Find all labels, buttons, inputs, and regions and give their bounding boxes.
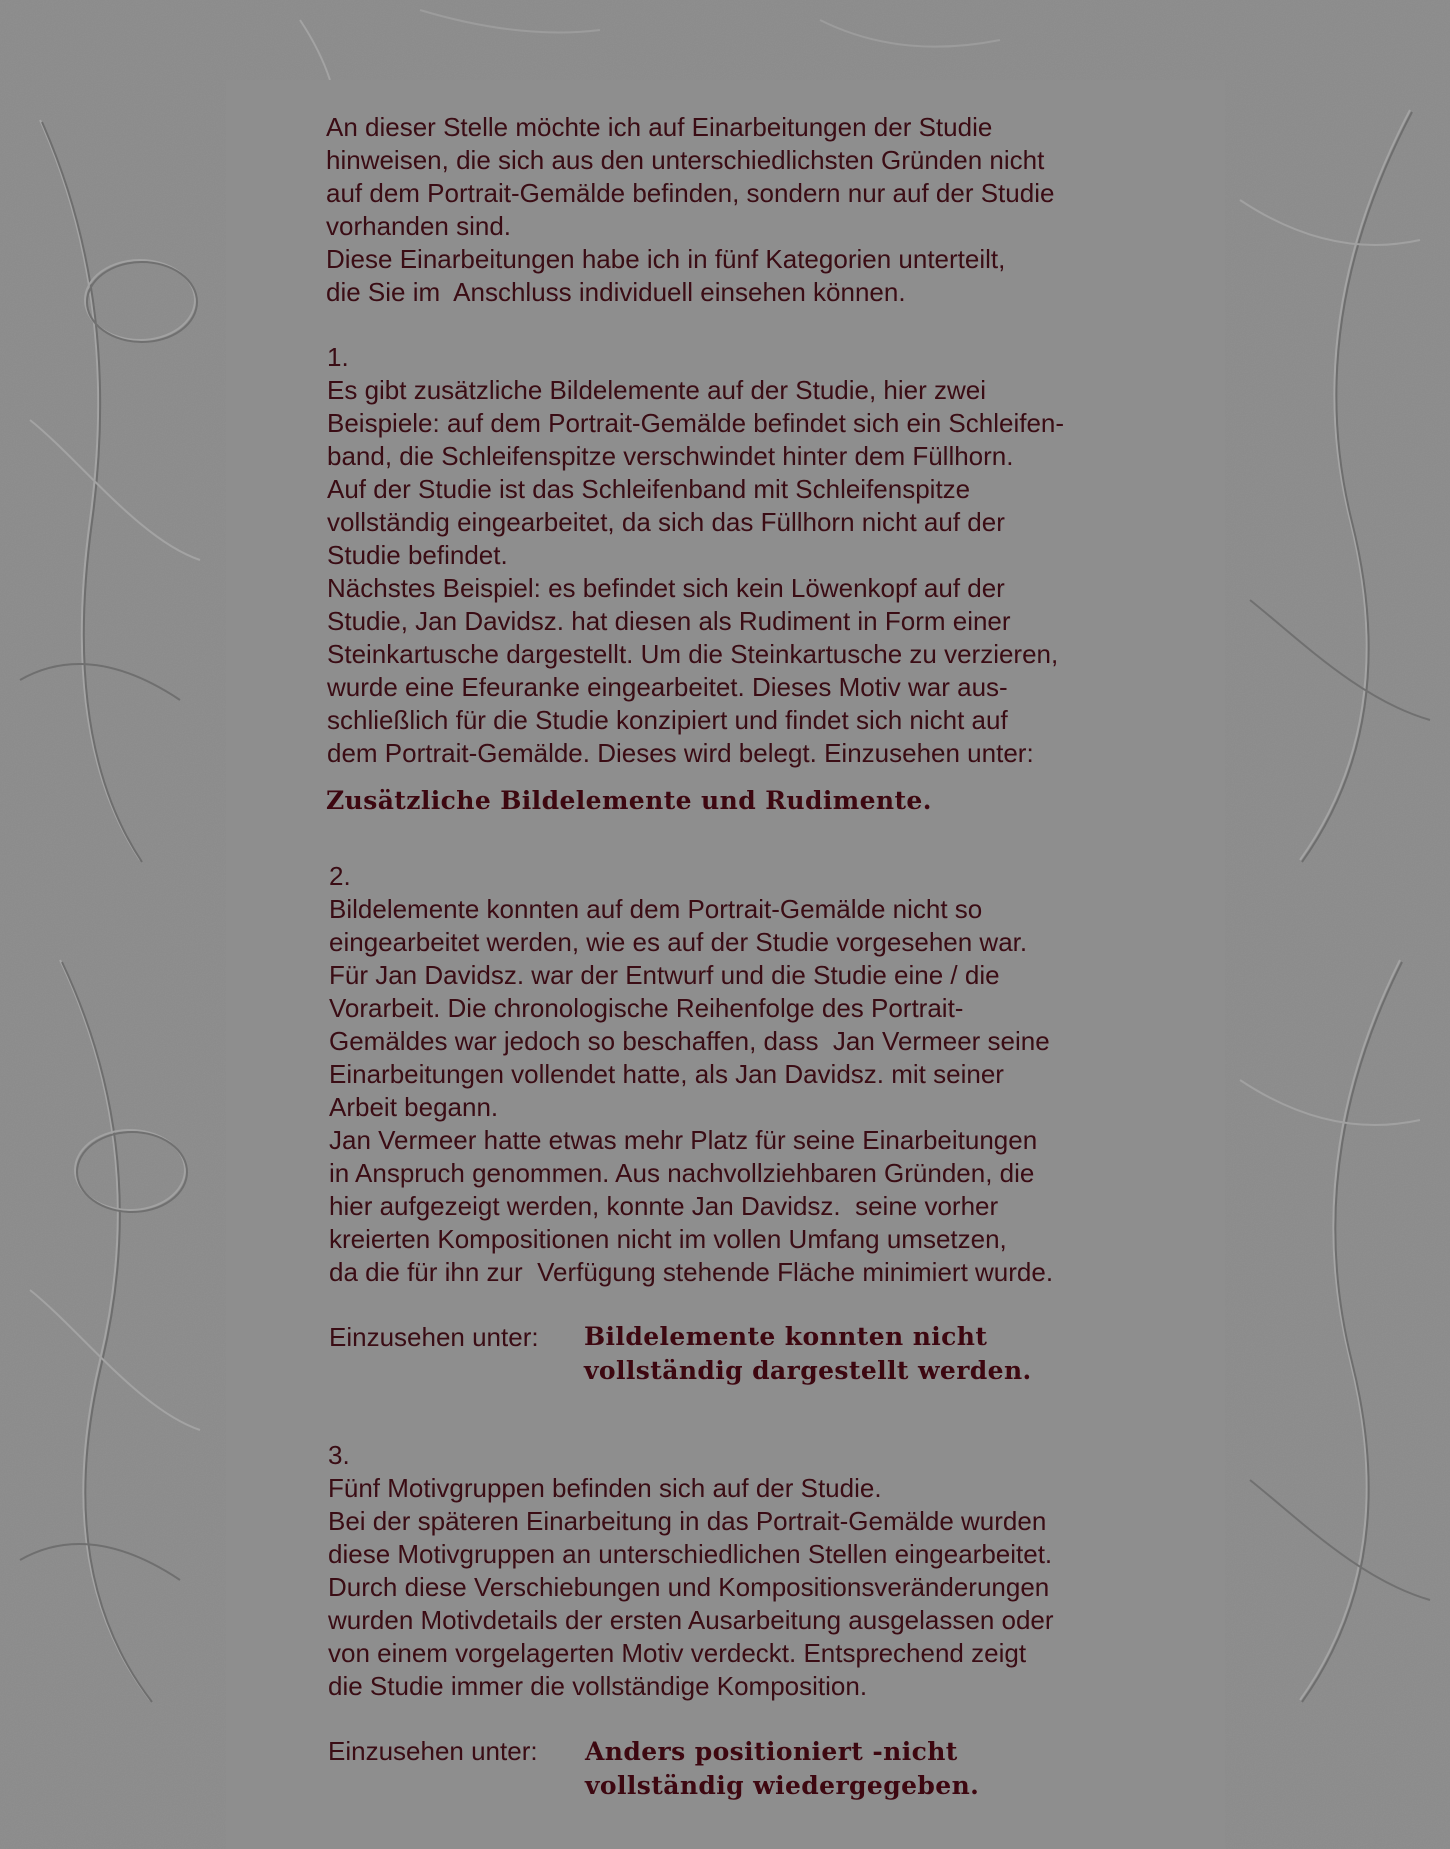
intro-line: An dieser Stelle möchte ich auf Einarbeitungen der Studie (326, 112, 993, 142)
section1-line: dem Portrait-Gemälde. Dieses wird belegt. Einzusehen unter: (327, 738, 1034, 768)
section1-line: Es gibt zusätzliche Bildelemente auf der Studie, hier zwei (327, 375, 987, 405)
link-zusaetzliche-bildelemente[interactable]: Zusätzliche Bildelemente und Rudimente. (326, 786, 932, 815)
section2-line: Gemäldes war jedoch so beschaffen, dass Jan Vermeer seine (329, 1026, 1050, 1056)
intro-line: die Sie im Anschluss individuell einsehen können. (326, 277, 906, 307)
section1-line: wurde eine Efeuranke eingearbeitet. Dieses Motiv war aus- (327, 672, 1008, 702)
section2-line: Für Jan Davidsz. war der Entwurf und die Studie eine / die (329, 960, 1000, 990)
section1-line: Beispiele: auf dem Portrait-Gemälde befindet sich ein Schleifen- (327, 408, 1065, 438)
intro-line: auf dem Portrait-Gemälde befinden, sondern nur auf der Studie (326, 178, 1055, 208)
section3-line: wurden Motivdetails der ersten Ausarbeitung ausgelassen oder (328, 1605, 1054, 1635)
section2-line: Vorarbeit. Die chronologische Reihenfolge des Portrait- (329, 993, 964, 1023)
section1-line: Studie, Jan Davidsz. hat diesen als Rudiment in Form einer (327, 606, 1011, 636)
section2-line: kreierten Kompositionen nicht im vollen Umfang umsetzen, (329, 1224, 1007, 1254)
intro-line: vorhanden sind. (326, 211, 512, 241)
section3-line: Bei der späteren Einarbeitung in das Portrait-Gemälde wurden (328, 1506, 1047, 1536)
link-anders-positioniert[interactable]: Anders positioniert -nicht (585, 1737, 958, 1766)
section1-line: Steinkartusche dargestellt. Um die Steinkartusche zu verzieren, (327, 639, 1059, 669)
section2-line: Jan Vermeer hatte etwas mehr Platz für seine Einarbeitungen (329, 1125, 1038, 1155)
intro-line: hinweisen, die sich aus den unterschiedlichsten Gründen nicht (326, 145, 1045, 175)
section1-line: band, die Schleifenspitze verschwindet hinter dem Füllhorn. (327, 441, 1014, 471)
section2-line: Arbeit begann. (329, 1092, 499, 1122)
section2-line: da die für ihn zur Verfügung stehende Fläche minimiert wurde. (329, 1257, 1054, 1287)
section3-line: die Studie immer die vollständige Komposition. (328, 1671, 868, 1701)
section2-line: hier aufgezeigt werden, konnte Jan Davidsz. seine vorher (329, 1191, 999, 1221)
section1-line: schließlich für die Studie konzipiert und findet sich nicht auf (327, 705, 1008, 735)
section1-line: vollständig eingearbeitet, da sich das Füllhorn nicht auf der (327, 507, 1005, 537)
see-label: Einzusehen unter: (328, 1736, 538, 1766)
link-bildelemente-nicht-dargestellt[interactable]: Bildelemente konnten nicht (584, 1322, 988, 1351)
link-bildelemente-nicht-dargestellt[interactable]: vollständig dargestellt werden. (584, 1356, 1032, 1385)
intro-line: Diese Einarbeitungen habe ich in fünf Kategorien unterteilt, (326, 244, 1006, 274)
section-number: 3. (328, 1440, 350, 1470)
section1-line: Nächstes Beispiel: es befindet sich kein Löwenkopf auf der (327, 573, 1005, 603)
section3-line: von einem vorgelagerten Motiv verdeckt. Entsprechend zeigt (328, 1638, 1027, 1668)
section2-line: eingearbeitet werden, wie es auf der Studie vorgesehen war. (329, 927, 1028, 957)
see-label: Einzusehen unter: (329, 1322, 539, 1352)
section2-line: in Anspruch genommen. Aus nachvollziehbaren Gründen, die (329, 1158, 1035, 1188)
section2-line: Bildelemente konnten auf dem Portrait-Gemälde nicht so (329, 894, 983, 924)
section-number: 2. (329, 861, 351, 891)
section2-line: Einarbeitungen vollendet hatte, als Jan Davidsz. mit seiner (329, 1059, 1004, 1089)
section3-line: Durch diese Verschiebungen und Kompositionsveränderungen (328, 1572, 1050, 1602)
section3-line: diese Motivgruppen an unterschiedlichen Stellen eingearbeitet. (328, 1539, 1053, 1569)
section1-line: Studie befindet. (327, 540, 508, 570)
section-number: 1. (327, 342, 349, 372)
section3-line: Fünf Motivgruppen befinden sich auf der Studie. (328, 1473, 882, 1503)
section1-line: Auf der Studie ist das Schleifenband mit Schleifenspitze (327, 474, 971, 504)
link-anders-positioniert[interactable]: vollständig wiedergegeben. (585, 1771, 980, 1800)
